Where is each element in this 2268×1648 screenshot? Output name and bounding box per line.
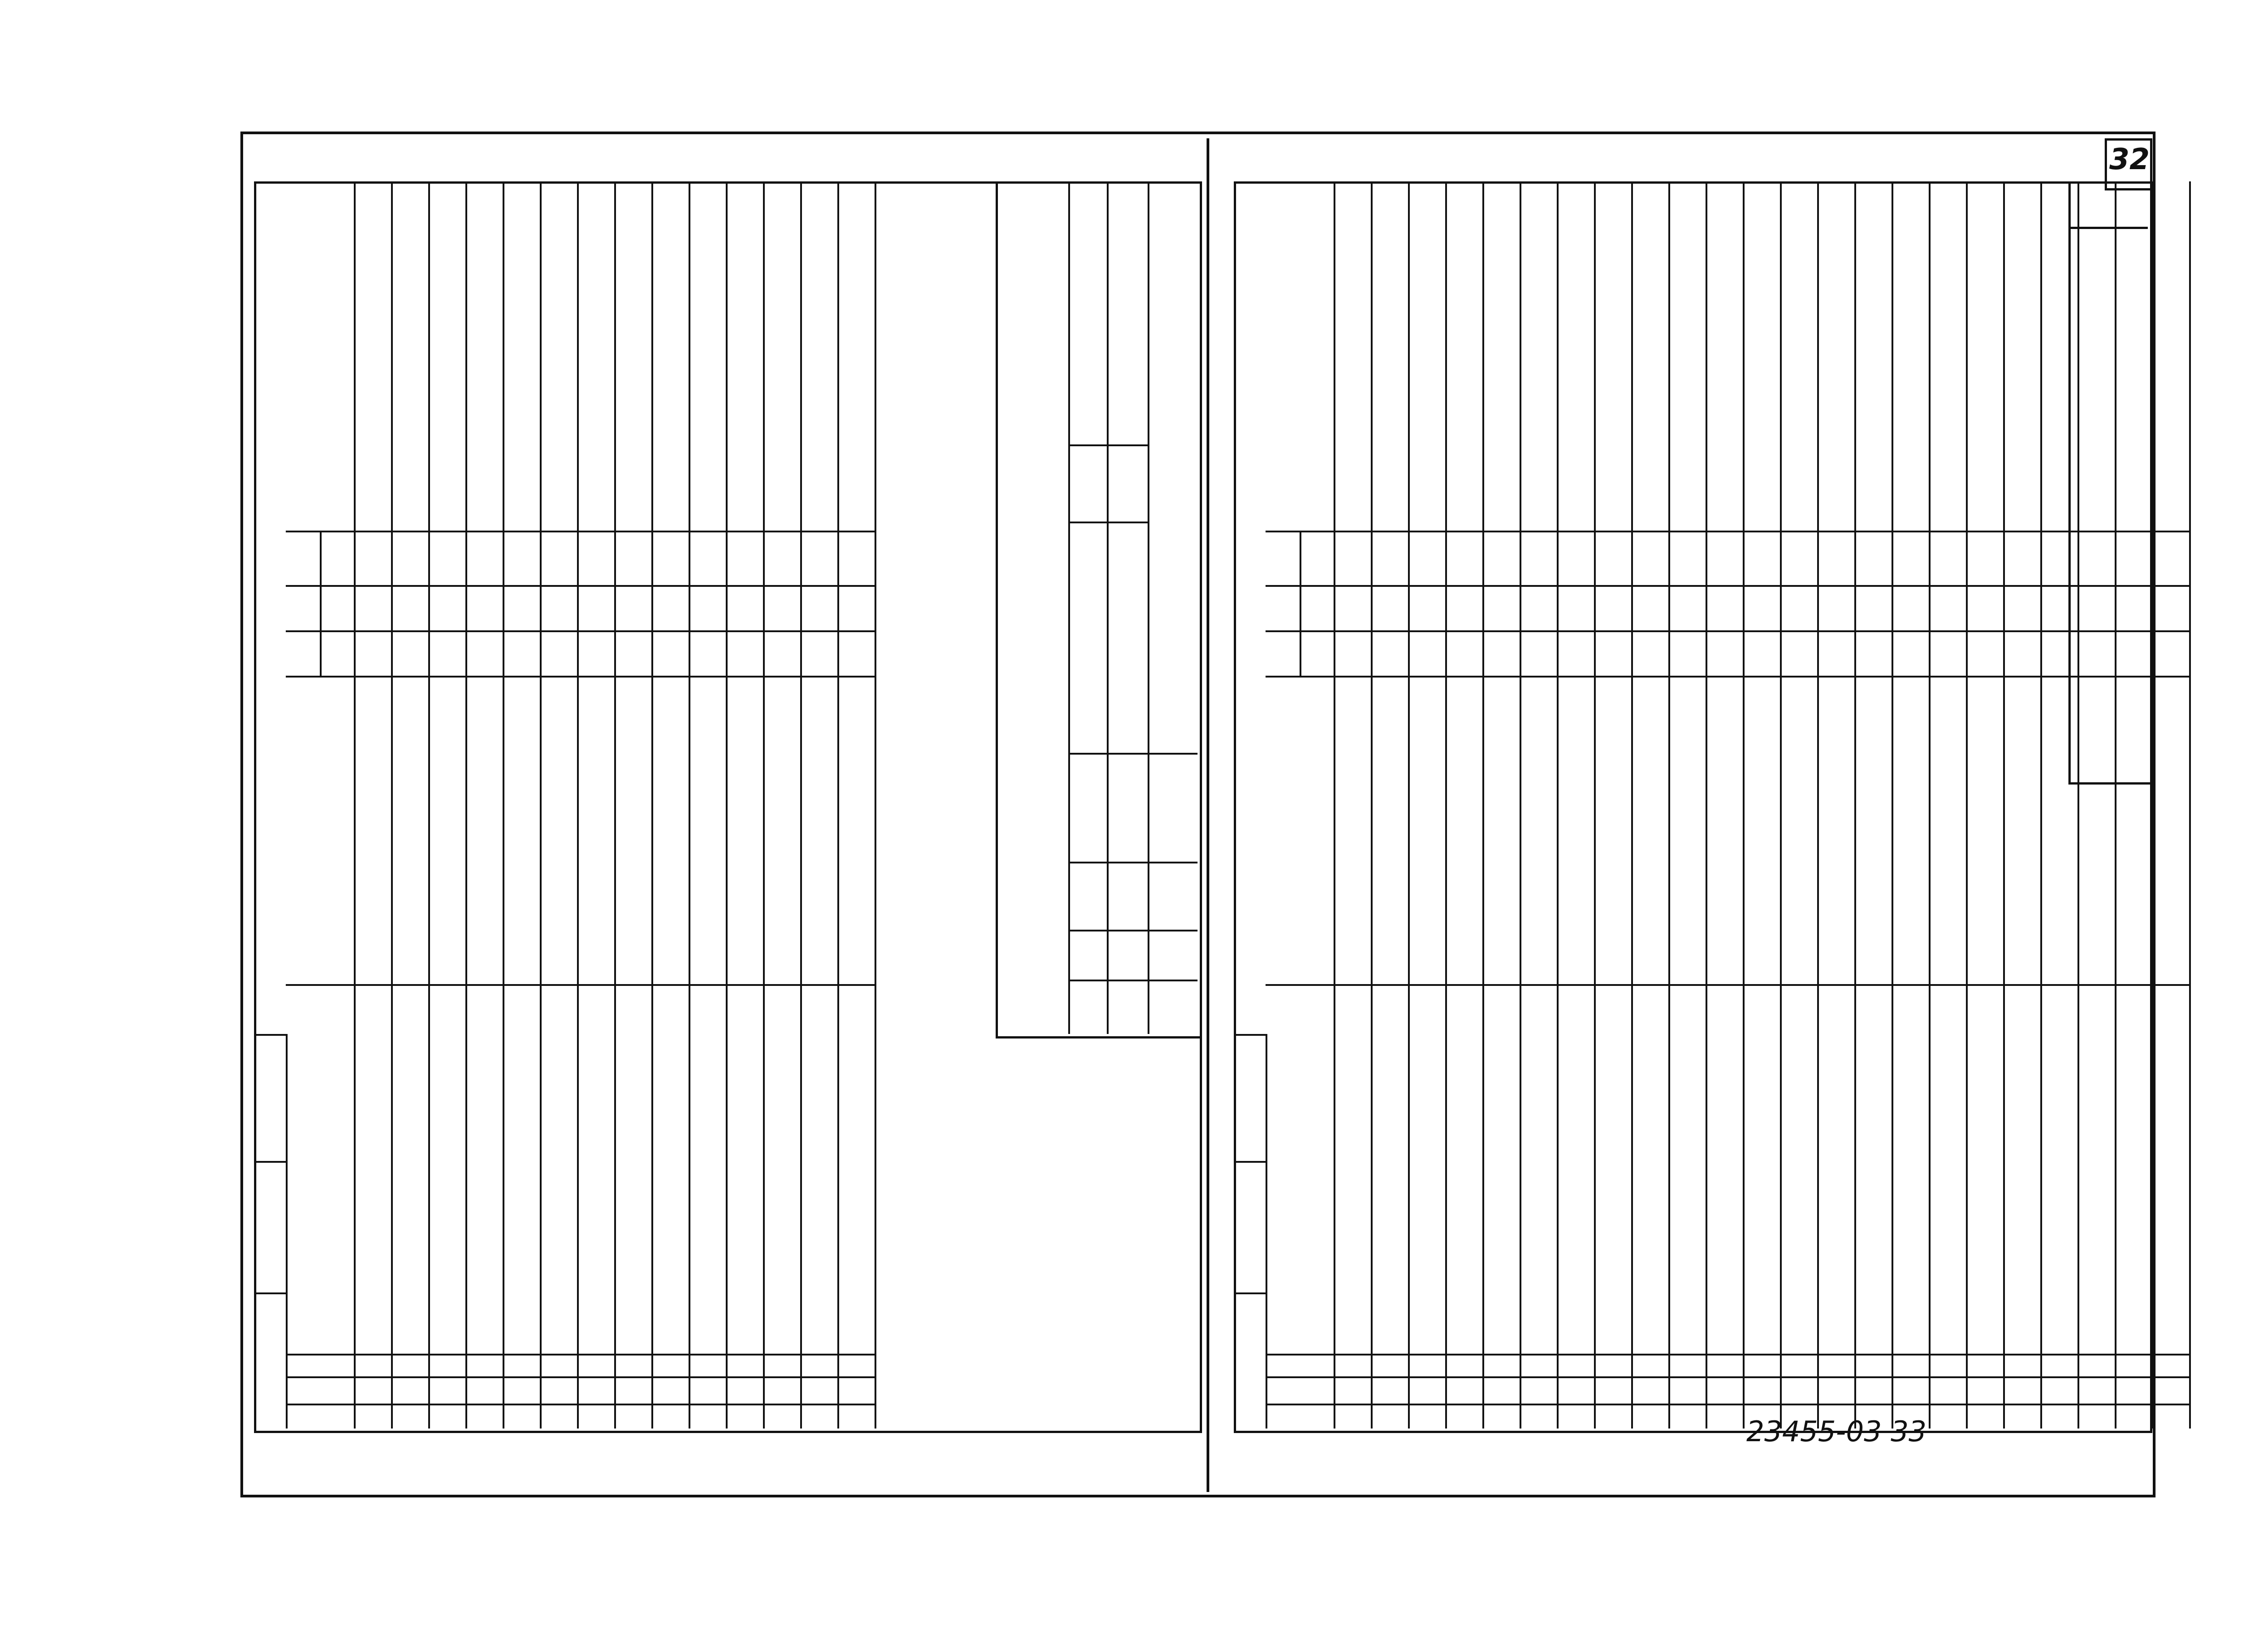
table-row-line: [1929, 181, 1931, 1429]
title-line: [1068, 181, 1070, 1034]
column-line: [1266, 1404, 2189, 1405]
table-row-line: [1668, 181, 1670, 1429]
title-line: [1148, 181, 1149, 1034]
qty-sub-divider: [1300, 531, 1301, 676]
column-line: [1266, 630, 2189, 632]
side-header-sep: [254, 1292, 286, 1294]
table-row-line: [763, 181, 765, 1429]
column-line: [286, 531, 875, 532]
table-row-line: [1482, 181, 1484, 1429]
table-row-line: [2189, 181, 2191, 1429]
table-row-line: [614, 181, 616, 1429]
column-line: [1266, 1354, 2189, 1355]
table-row-line: [503, 181, 504, 1429]
table-row-line: [1892, 181, 1893, 1429]
column-line: [286, 1354, 875, 1355]
side-header-divider: [1266, 1034, 1267, 1429]
archive-code: 23455-03 33: [1746, 1415, 1927, 1448]
column-line: [1266, 984, 2189, 986]
table-row-line: [726, 181, 728, 1429]
table-row-line: [837, 181, 839, 1429]
table-row-line: [689, 181, 690, 1429]
title-col-line: [1068, 862, 1198, 863]
table-row-line: [1371, 181, 1373, 1429]
table-row-line: [1743, 181, 1745, 1429]
title-line: [1107, 181, 1109, 1034]
sheet-no-cell: [2068, 181, 2148, 229]
column-line: [1266, 585, 2189, 587]
header-row-divider: [1334, 181, 1335, 1429]
table-row-line: [2003, 181, 2005, 1429]
column-line: [1266, 531, 2189, 532]
column-line: [286, 984, 875, 986]
table-row-line: [651, 181, 653, 1429]
table-row-line: [1780, 181, 1782, 1429]
table-row-line: [1817, 181, 1819, 1429]
table-row-line: [1631, 181, 1633, 1429]
column-line: [286, 630, 875, 632]
sheet-divider: [1207, 138, 1209, 1492]
table-row-line: [2040, 181, 2042, 1429]
qty-sub-divider: [320, 531, 322, 676]
column-line: [286, 1376, 875, 1378]
side-header-sep: [1234, 1292, 1266, 1294]
table-row-line: [875, 181, 876, 1429]
small-title-block: [2068, 181, 2152, 785]
table-row-line: [1520, 181, 1521, 1429]
side-header-sep: [254, 1161, 286, 1163]
title-col-line: [1068, 980, 1198, 981]
table-row-line: [465, 181, 467, 1429]
title-col-line: [1068, 753, 1198, 755]
title-col-line: [1068, 522, 1148, 523]
table-row-line: [1594, 181, 1596, 1429]
table-row-line: [1445, 181, 1447, 1429]
side-header-divider: [286, 1034, 288, 1429]
side-header-top: [1234, 1034, 1266, 1036]
table-row-line: [1966, 181, 1968, 1429]
table-row-line: [428, 181, 430, 1429]
page-number: 32: [2109, 143, 2150, 176]
table-row-line: [540, 181, 542, 1429]
table-row-line: [577, 181, 579, 1429]
table-row-line: [1408, 181, 1410, 1429]
table-row-line: [391, 181, 393, 1429]
column-line: [286, 585, 875, 587]
table-row-line: [1706, 181, 1707, 1429]
side-header-top: [254, 1034, 286, 1036]
column-line: [1266, 1376, 2189, 1378]
table-row-line: [1854, 181, 1856, 1429]
column-line: [286, 1404, 875, 1405]
side-header-sep: [1234, 1161, 1266, 1163]
title-col-line: [1068, 444, 1148, 446]
title-col-line: [1068, 930, 1198, 931]
column-line: [1266, 676, 2189, 678]
title-block-border: [996, 181, 1202, 1039]
table-row-line: [1557, 181, 1559, 1429]
header-row-divider: [354, 181, 356, 1429]
column-line: [286, 676, 875, 678]
table-row-line: [800, 181, 802, 1429]
